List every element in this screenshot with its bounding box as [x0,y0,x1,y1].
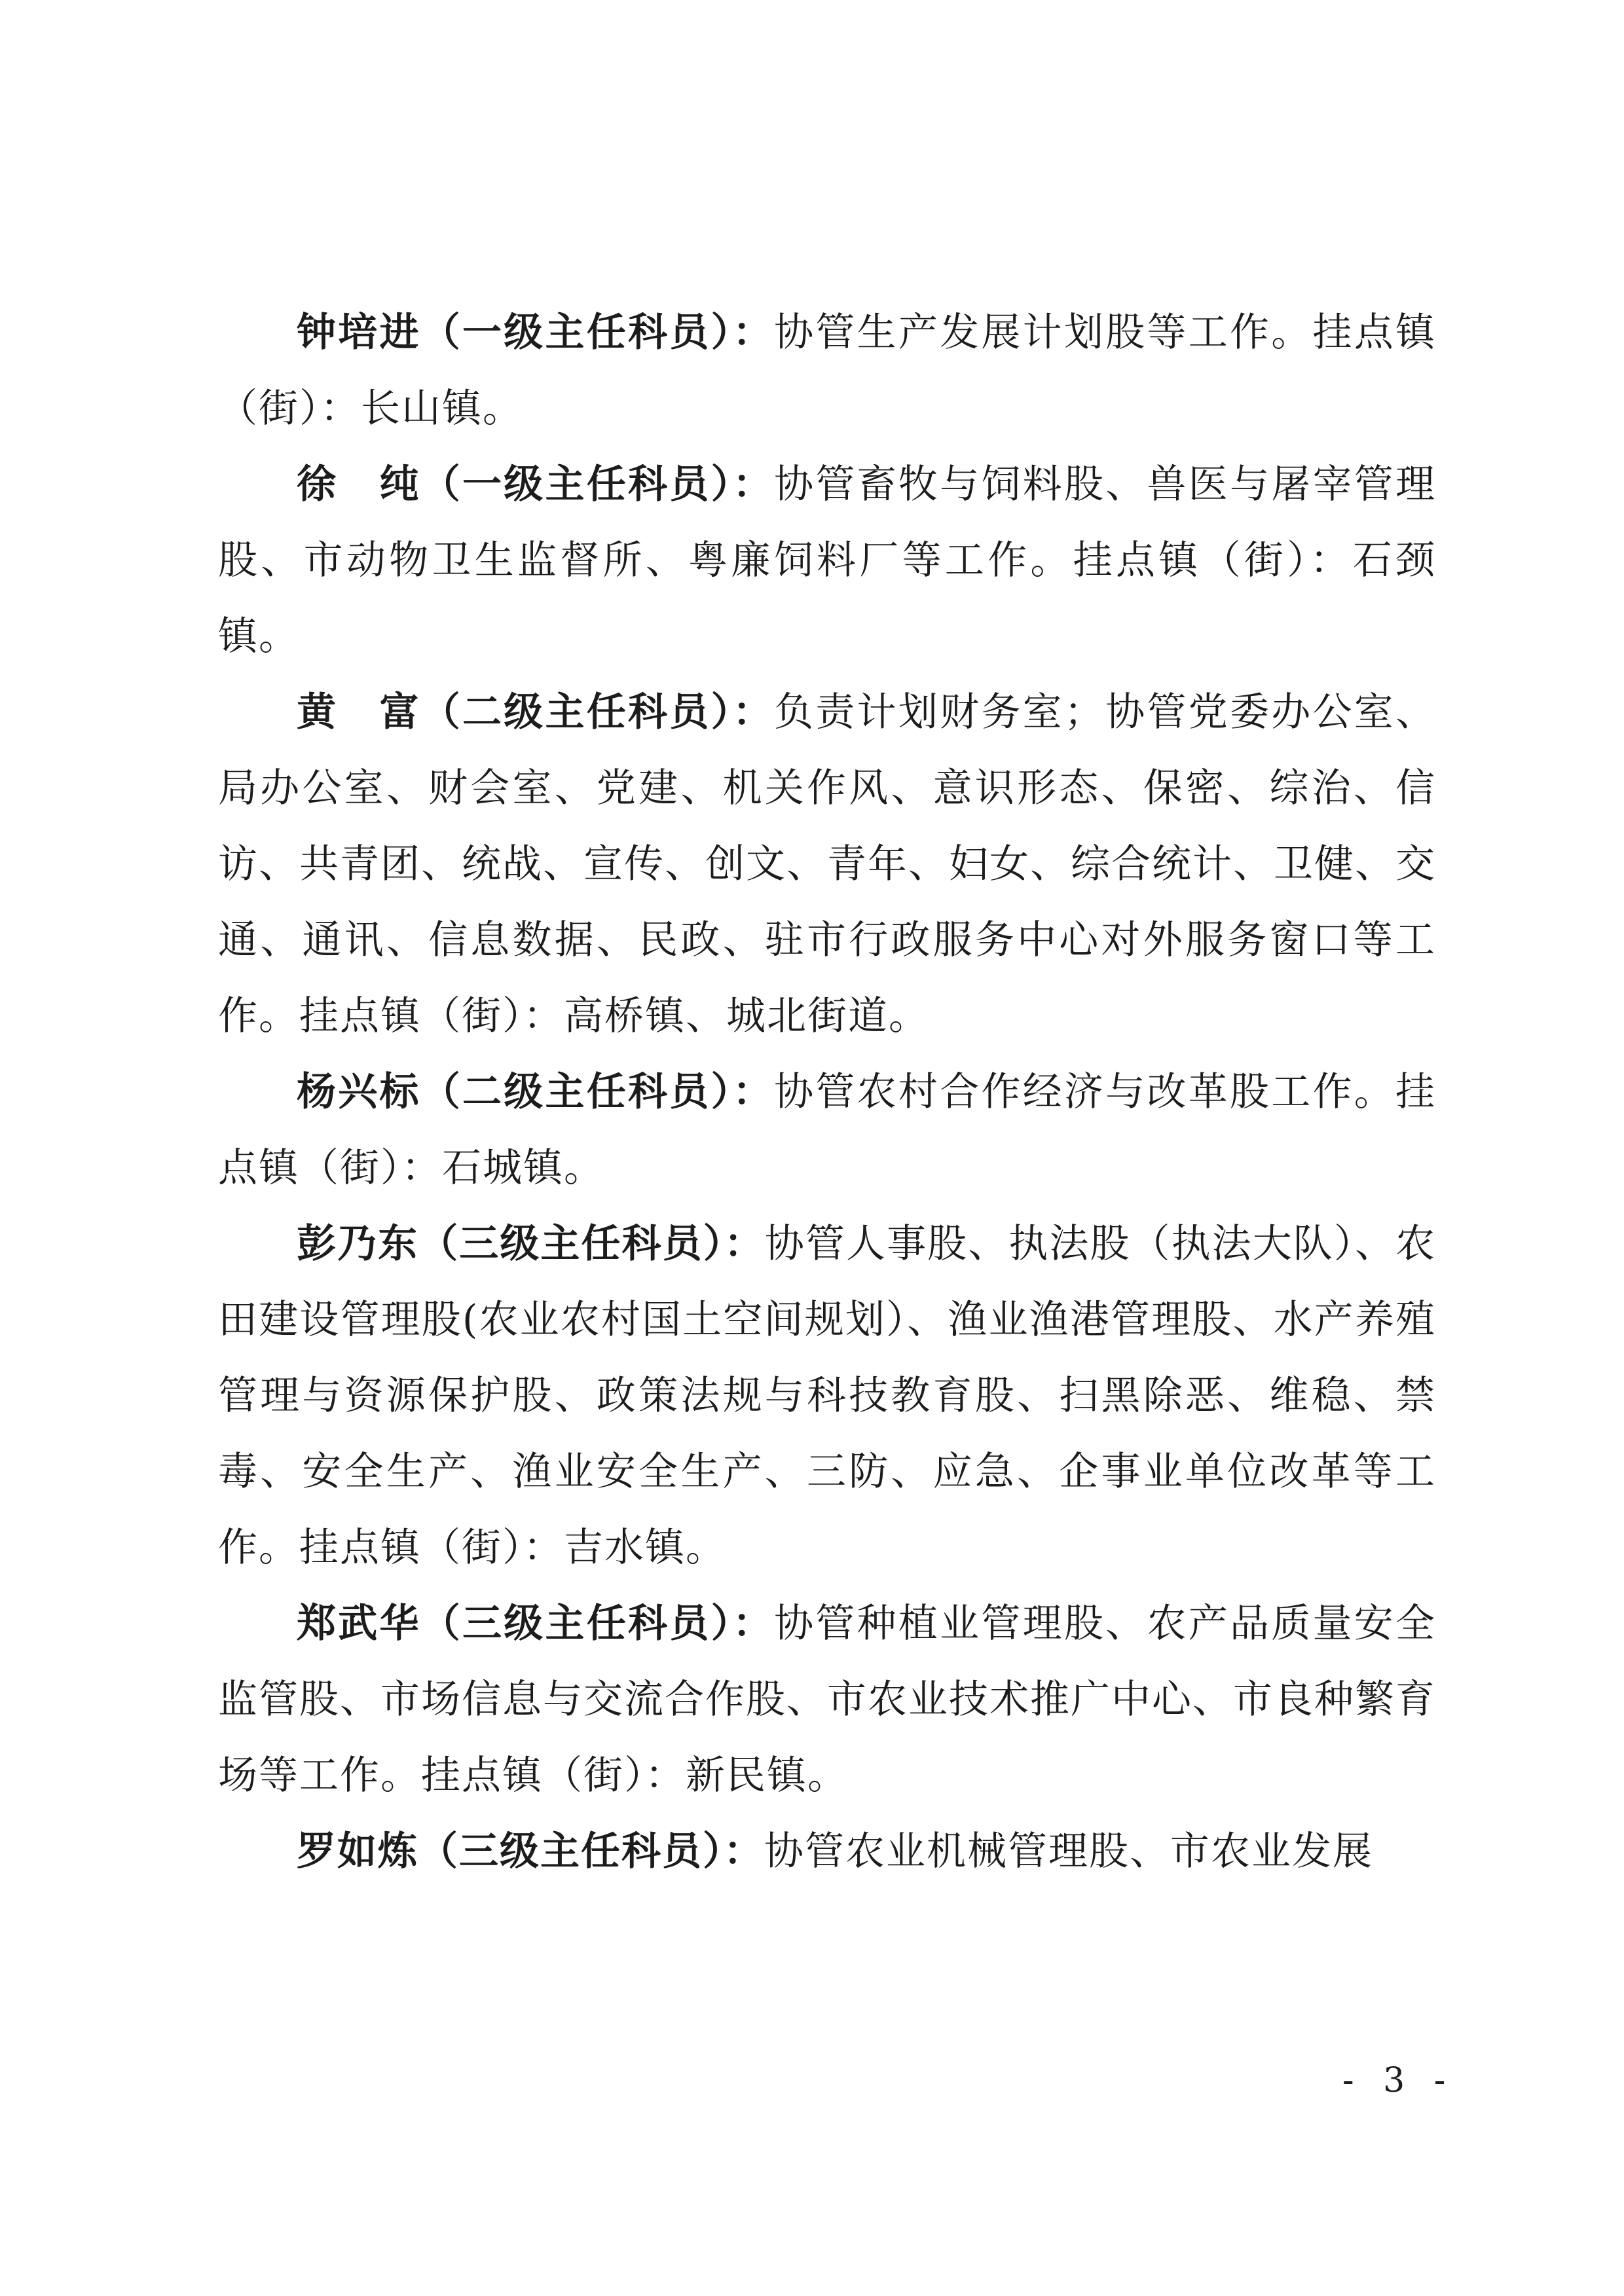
duty-text: 协管种植业管理股、农产品质量安全监管股、市场信息与交流合作股、市农业技术推广中心、市良种繁育场等工作。挂点镇（街）：新民镇。 [218,1601,1437,1798]
person-title: （三级主任科员）： [418,1829,764,1874]
duty-text: 负责计划财务室；协管党委办公室、局办公室、财会室、党建、机关作风、意识形态、保密、综治、信访、共青团、统战、宣传、创文、青年、妇女、综合统计、卫健、交通、通讯、信息数据、民政、驻市行政服务中心对外服务窗口等工作。挂点镇（街）：高桥镇、城北街道。 [218,689,1437,1039]
paragraph-zheng-wuhua [218,1586,1436,1813]
duty-text: 协管人事股、执法股（执法大队）、农田建设管理股(农业农村国土空间规划）、渔业渔港管理股、水产养殖管理与资源保护股、政策法规与科技教育股、扫黑除恶、维稳、禁毒、安全生产、渔业安全生产、三防、应急、企事业单位改革等工作。挂点镇（街）：吉水镇。 [218,1221,1437,1571]
paragraph-peng-naidong [218,1206,1436,1586]
person-title: （三级主任科员）： [418,1221,765,1267]
person-name: 黄 富 [297,689,421,735]
person-title: （一级主任科员）： [420,310,775,355]
paragraph-huang-fu [218,674,1436,1054]
person-name: 徐 纯 [297,462,421,507]
duty-text: 协管农村合作经济与改革股工作。挂点镇（街）：石城镇。 [218,1069,1437,1191]
person-name: 钟培进 [297,310,421,355]
person-name: 罗如炼 [297,1829,418,1874]
person-title: （二级主任科员）： [420,689,775,735]
duty-text: 协管畜牧与饲料股、兽医与屠宰管理股、市动物卫生监督所、粤廉饲料厂等工作。挂点镇（街）：石颈镇。 [218,462,1437,659]
person-title: （一级主任科员）： [420,462,775,507]
person-name: 杨兴标 [297,1069,421,1115]
paragraph-yang-xingbiao [218,1054,1436,1206]
person-title: （三级主任科员）： [420,1601,775,1647]
duty-text: 协管农业机械管理股、市农业发展 [764,1829,1373,1874]
paragraph-luo-rulian [218,1813,1436,1889]
document-body [218,295,1436,1889]
duty-text: 协管生产发展计划股等工作。挂点镇（街）：长山镇。 [218,310,1437,431]
paragraph-zhong-peijin [218,295,1436,446]
person-title: （二级主任科员）： [420,1069,775,1115]
person-name: 彭乃东 [297,1221,419,1267]
paragraph-xu-chun [218,446,1436,674]
person-name: 郑武华 [297,1601,421,1647]
page-number: - 3 - [1342,2061,1455,2100]
